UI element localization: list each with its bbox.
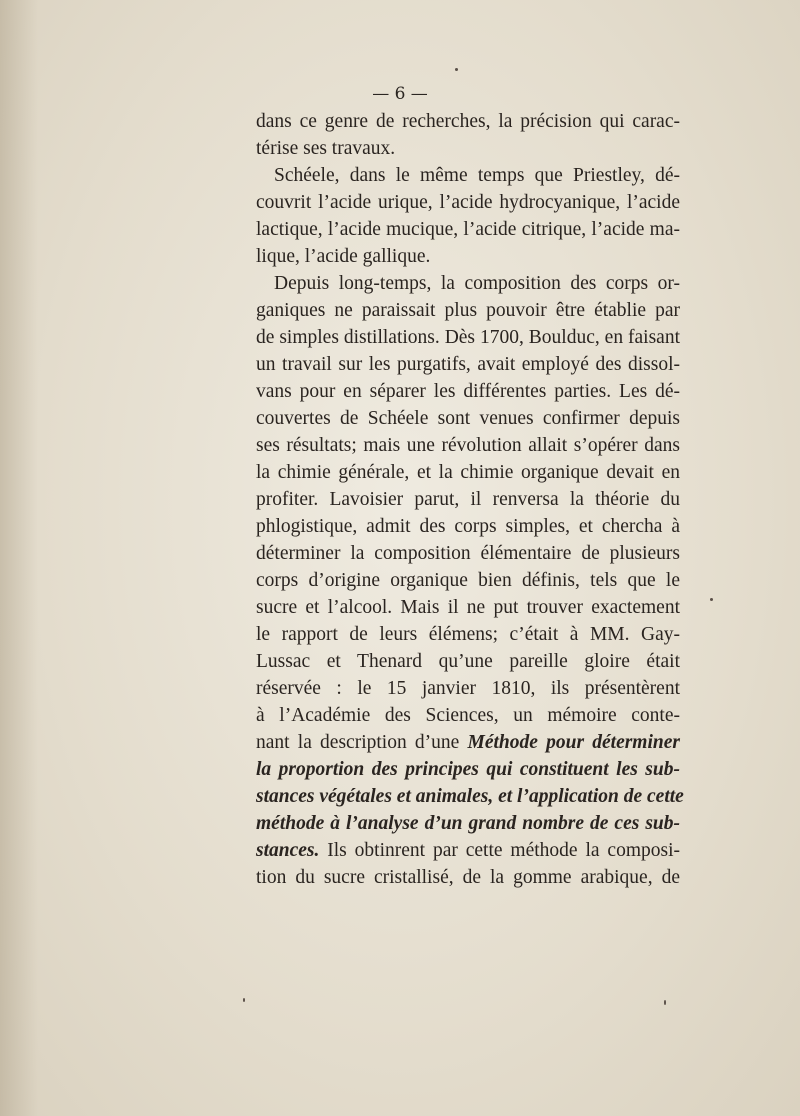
text-line: ganiques ne paraissait plus pouvoir être établie par bbox=[256, 300, 680, 321]
text-line: un travail sur les purgatifs, avait employé des dissol- bbox=[256, 354, 680, 375]
text-line: de simples distillations. Dès 1700, Boulduc, en faisant bbox=[256, 327, 680, 348]
text-line bbox=[256, 756, 680, 783]
text-line bbox=[256, 729, 680, 756]
text-line: Depuis long-temps, la composition des corps or- bbox=[274, 273, 680, 294]
text-line: lique, l’acide gallique. bbox=[256, 246, 431, 267]
text-line: vans pour en séparer les différentes parties. Les dé- bbox=[256, 381, 680, 402]
text-line: tion du sucre cristallisé, de la gomme arabique, de bbox=[256, 867, 680, 888]
text-line bbox=[256, 783, 684, 810]
text-line: déterminer la composition élémentaire de plusieurs bbox=[256, 543, 680, 564]
text-fragment: Ils obtinrent par cette méthode la composi- bbox=[319, 840, 680, 861]
text-line: couvertes de Schéele sont venues confirmer depuis bbox=[256, 408, 680, 429]
text-line: réservée : le 15 janvier 1810, ils présentèrent bbox=[256, 678, 680, 699]
text-line: sucre et l’alcool. Mais il ne put trouver exactement bbox=[256, 597, 680, 618]
paper-speck bbox=[455, 68, 458, 71]
text-line bbox=[256, 837, 680, 864]
italic-title-fragment: méthode à l’analyse d’un grand nombre de ces sub- bbox=[256, 813, 680, 834]
paper-speck bbox=[710, 598, 713, 601]
text-line bbox=[256, 810, 680, 837]
text-line: à l’Académie des Sciences, un mémoire conte- bbox=[256, 705, 680, 726]
page-number: — 6 — bbox=[372, 84, 428, 104]
text-line: phlogistique, admit des corps simples, et chercha à bbox=[256, 516, 680, 537]
text-line: térise ses travaux. bbox=[256, 138, 396, 159]
text-line: dans ce genre de recherches, la précision qui carac- bbox=[256, 111, 680, 132]
text-fragment: nant la description d’une bbox=[256, 732, 460, 753]
text-line: corps d’origine organique bien définis, tels que le bbox=[256, 570, 680, 591]
text-line: couvrit l’acide urique, l’acide hydrocyanique, l’acide bbox=[256, 192, 680, 213]
italic-title-fragment: Méthode pour déterminer bbox=[467, 732, 680, 753]
italic-title-fragment: stances. bbox=[256, 840, 320, 861]
text-line: lactique, l’acide mucique, l’acide citrique, l’acide ma- bbox=[256, 219, 680, 240]
text-line: ses résultats; mais une révolution allait s’opérer dans bbox=[256, 435, 680, 456]
text-line: Lussac et Thenard qu’une pareille gloire était bbox=[256, 651, 680, 672]
paper-speck bbox=[243, 998, 245, 1002]
italic-title-fragment: stances végétales et animales, et l’application de cette bbox=[256, 786, 684, 807]
paper-speck bbox=[664, 1000, 666, 1005]
italic-title-fragment: la proportion des principes qui constituent les sub- bbox=[256, 759, 680, 780]
text-line: profiter. Lavoisier parut, il renversa la théorie du bbox=[256, 489, 680, 510]
body-text bbox=[256, 108, 684, 891]
text-line: le rapport de leurs élémens; c’était à MM. Gay- bbox=[256, 624, 680, 645]
page-edge-shadow bbox=[0, 0, 38, 1116]
text-line: Schéele, dans le même temps que Priestley, dé- bbox=[274, 165, 680, 186]
text-line: la chimie générale, et la chimie organique devait en bbox=[256, 462, 680, 483]
